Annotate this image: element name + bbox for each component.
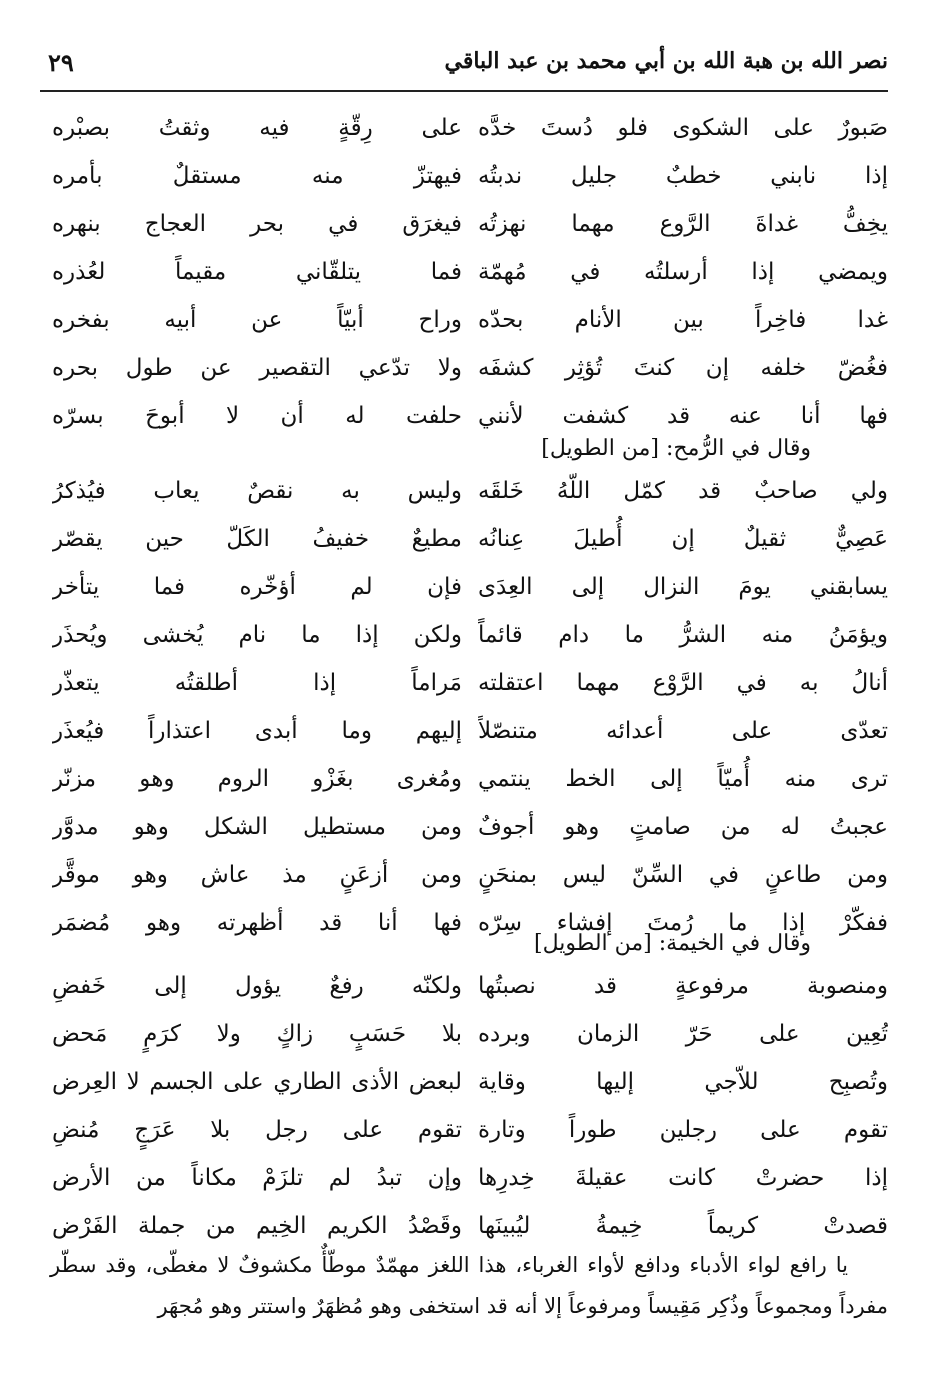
verse-line: ولا تدّعي التقصير عن طول بحره: [52, 355, 462, 381]
tent-left-hemistichs: [52, 962, 462, 1250]
verse-line: فإن لم أؤخّره فما يتأخر: [52, 574, 462, 600]
verse-line: ففكّرْ إذا ما رُمتَ إفشاء سِرّه: [478, 910, 888, 936]
spear-left-hemistichs: [52, 467, 462, 947]
page-number: ٢٩: [48, 48, 74, 77]
verse-line: فغُضّ خلفه إن كنتَ تُؤثِر كشفَه: [478, 355, 888, 381]
verse-line: تقوم على رجل بلا عَرَجٍ مُنضِ: [52, 1117, 462, 1143]
verse-line: ومن مستطيل الشكل وهو مدوَّر: [52, 814, 462, 840]
verse-line: مَراماً إذا أطلقتُه يتعذّر: [52, 670, 462, 696]
verse-line: مطيعٌ خفيفُ الكَلّ حين يقصّر: [52, 526, 462, 552]
running-title: نصر الله بن هبة الله بن أبي محمد بن عبد الباقي: [444, 48, 888, 74]
verse-line: أنالُ به في الرَّوْع مهما اعتقلته: [478, 670, 888, 696]
verse-line: على رِقّةٍ فيه وثقتُ بصبْره: [52, 115, 462, 141]
verse-line: ومُغرى بغَزْو الروم وهو مزنّر: [52, 766, 462, 792]
verse-line: ومن طاعنٍ في السِّنّ ليس بمنحَنٍ: [478, 862, 888, 888]
verse-line: وليس به نقصٌ يعاب فيُذكرُ: [52, 478, 462, 504]
verse-line: ويمضي إذا أرسلتُه في مُهمّة: [478, 259, 888, 285]
verse-line: لبعض الأذى الطاري على الجسم لا العِرض: [52, 1069, 462, 1095]
verse-line: ترى منه أُميّاً إلى الخط ينتمي: [478, 766, 888, 792]
verse-line: ولكنّه رفعٌ يؤول إلى خَفضِ: [52, 973, 462, 999]
page-header: [40, 40, 888, 92]
verse-line: وقَصْدُ الكريم الخِيم من جملة الفَرْض: [52, 1213, 462, 1239]
section-heading-spear: وقال في الرُّمح: [من الطويل]: [541, 436, 811, 461]
section-heading-tent: وقال في الخيمة: [من الطويل]: [534, 931, 811, 956]
verse-line: بلا حَسَبٍ زاكٍ ولا كرَمٍ مَحض: [52, 1021, 462, 1047]
verse-line: إذا نابني خطبٌ جليل ندبتُه: [478, 163, 888, 189]
verse-line: غدا فاخِراً بين الأنام بحدّه: [478, 307, 888, 333]
verse-line: عَصِيٌّ ثقيلٌ إن أُطيلَ عِنانُه: [478, 526, 888, 552]
verse-line: تُعِين على حَرّ الزمان وبرده: [478, 1021, 888, 1047]
verse-line: يخِفُّ غداةَ الرَّوع مهما نهزتُه: [478, 211, 888, 237]
verse-line: حلفت له أن لا أبوحَ بسرّه: [52, 403, 462, 429]
verse-line: إليهم وما أبدى اعتذاراً فيُعذَر: [52, 718, 462, 744]
verse-line: قصدتْ كريماً خِيمةُ ليُبينَها: [478, 1213, 888, 1239]
verse-line: يسابقني يومَ النزال إلى العِدَى: [478, 574, 888, 600]
spear-right-hemistichs: [478, 467, 888, 947]
verse-line: وتُصبِح للاّجي إليها وقاية: [478, 1069, 888, 1095]
verse-line: فيهتزّ منه مستقلٌ بأمره: [52, 163, 462, 189]
verse-line: إذا حضرتْ كانت عقيلةَ خِدرِها: [478, 1165, 888, 1191]
verse-line: ومنصوبة مرفوعةٍ قد نصبتُها: [478, 973, 888, 999]
verse-line: فيغرَق في بحر العجاج بنهره: [52, 211, 462, 237]
verse-line: ولكن إذا ما نام يُخشى ويُحذَر: [52, 622, 462, 648]
prose-paragraph: [50, 1245, 888, 1327]
tent-right-hemistichs: [478, 962, 888, 1250]
verse-line: تقوم على رجلين طوراً وتارة: [478, 1117, 888, 1143]
verse-line: فها أنا قد أظهرته وهو مُضمَر: [52, 910, 462, 936]
verse-line: وراح أبيّاً عن أبيه بفخره: [52, 307, 462, 333]
poem1-left-hemistichs: [52, 104, 462, 440]
verse-line: ويؤمَنُ منه الشرُّ ما دام قائماً: [478, 622, 888, 648]
verse-line: صَبورٌ على الشكوى فلو دُستَ خدَّه: [478, 115, 888, 141]
verse-line: ومن أزعَنٍ مذ عاش وهو موقَّر: [52, 862, 462, 888]
poem1-right-hemistichs: [478, 104, 888, 440]
verse-line: فها أنا عنه قد كشفت لأنني: [478, 403, 888, 429]
verse-line: فما يتلقّاني مقيماً لعُذره: [52, 259, 462, 285]
verse-line: تعدّى على أعدائه متنصّلاً: [478, 718, 888, 744]
prose-text: يا رافع لواء الأدباء ودافع لأواء الغرباء، هذا اللغز مهمّدٌ موطّأٌ مكشوفٌ لا مغطّى، وقد سطّر مفرداً ومجموعاً وذُكِر مَقِيساً ومرفوعاً إلا أنه قد استخفى وهو مُظهَرٌ واستتر وهو مُجهَر: [50, 1253, 888, 1318]
verse-line: وإن تبدُ لم تلزَمْ مكاناً من الأرض: [52, 1165, 462, 1191]
verse-line: ولي صاحبٌ قد كمّل اللّهُ خَلقَه: [478, 478, 888, 504]
verse-line: عجبتُ له من صامتٍ وهو أجوفٌ: [478, 814, 888, 840]
